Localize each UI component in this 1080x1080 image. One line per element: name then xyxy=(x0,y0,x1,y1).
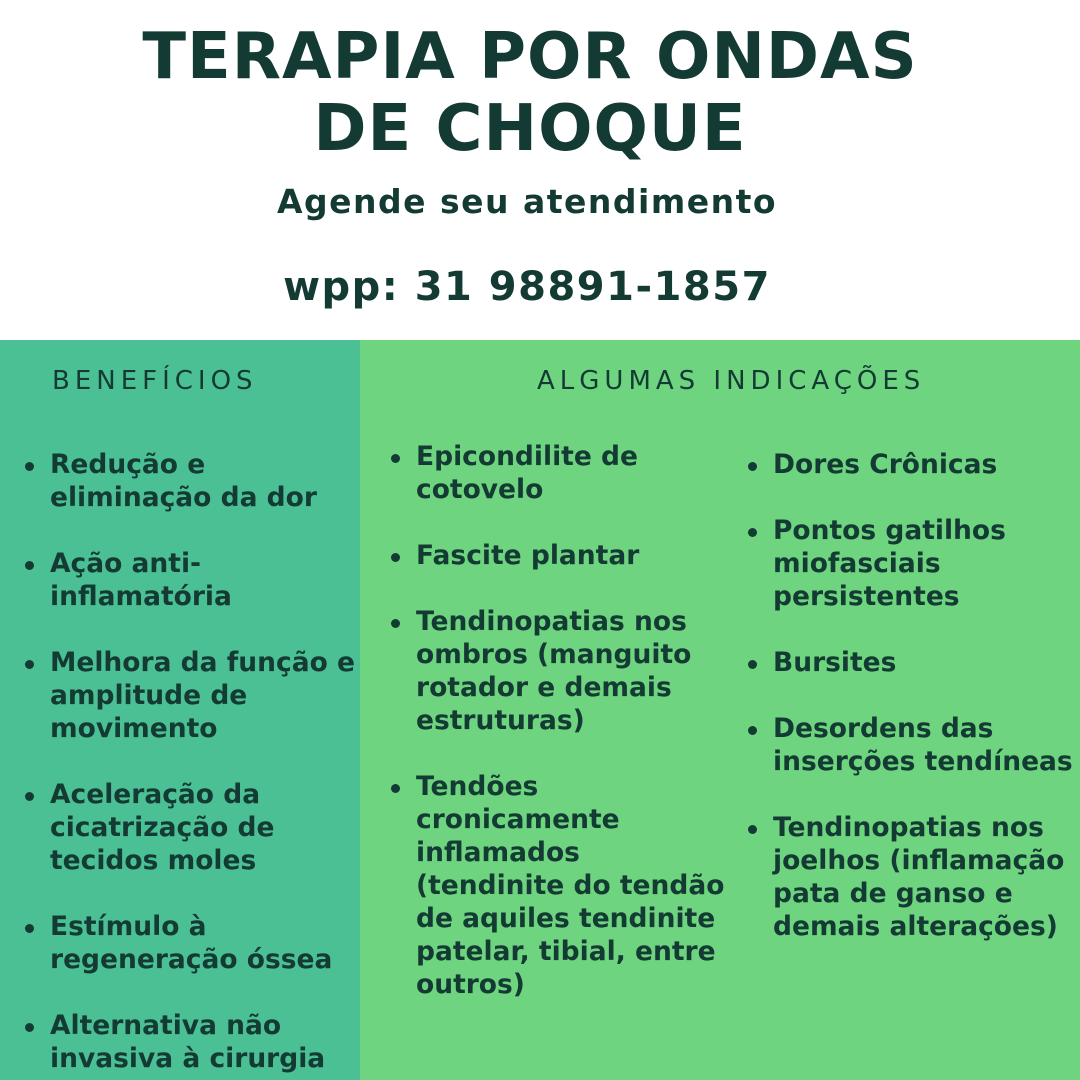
list-item: Alternativa não invasiva à cirurgia xyxy=(22,1009,360,1075)
page-title-line2: DE CHOQUE xyxy=(313,92,747,166)
list-item: Fascite plantar xyxy=(388,539,728,572)
list-item: Tendinopatias nos ombros (manguito rotador e demais estruturas) xyxy=(388,605,728,737)
list-item: Pontos gatilhos miofasciais persistentes xyxy=(745,514,1080,613)
benefits-title: BENEFÍCIOS xyxy=(52,366,258,396)
list-item: Epicondilite de cotovelo xyxy=(388,440,728,506)
benefits-list xyxy=(22,448,360,1080)
indications-title: ALGUMAS INDICAÇÕES xyxy=(537,366,926,396)
list-item: Desordens das inserções tendíneas xyxy=(745,712,1080,778)
subtitle: Agende seu atendimento xyxy=(276,182,778,221)
list-item: Melhora da função e amplitude de movimento xyxy=(22,646,360,745)
header xyxy=(0,0,1080,340)
list-item: Aceleração da cicatrização de tecidos moles xyxy=(22,778,360,877)
list-item: Estímulo à regeneração óssea xyxy=(22,910,360,976)
list-item: Ação anti-inflamatória xyxy=(22,547,360,613)
phone-contact[interactable]: wpp: 31 98891-1857 xyxy=(283,264,771,310)
list-item: Dores Crônicas xyxy=(745,448,1080,481)
indications-list-column1 xyxy=(388,440,728,1034)
page-title-line1: TERAPIA POR ONDAS xyxy=(142,20,918,94)
list-item: Tendões cronicamente inflamados (tendinite do tendão de aquiles tendinite patelar, tibial, entre outros) xyxy=(388,770,728,1001)
list-item: Tendinopatias nos joelhos (inflamação pata de ganso e demais alterações) xyxy=(745,811,1080,943)
indications-list-column2 xyxy=(745,448,1080,976)
list-item: Bursites xyxy=(745,646,1080,679)
list-item: Redução e eliminação da dor xyxy=(22,448,360,514)
